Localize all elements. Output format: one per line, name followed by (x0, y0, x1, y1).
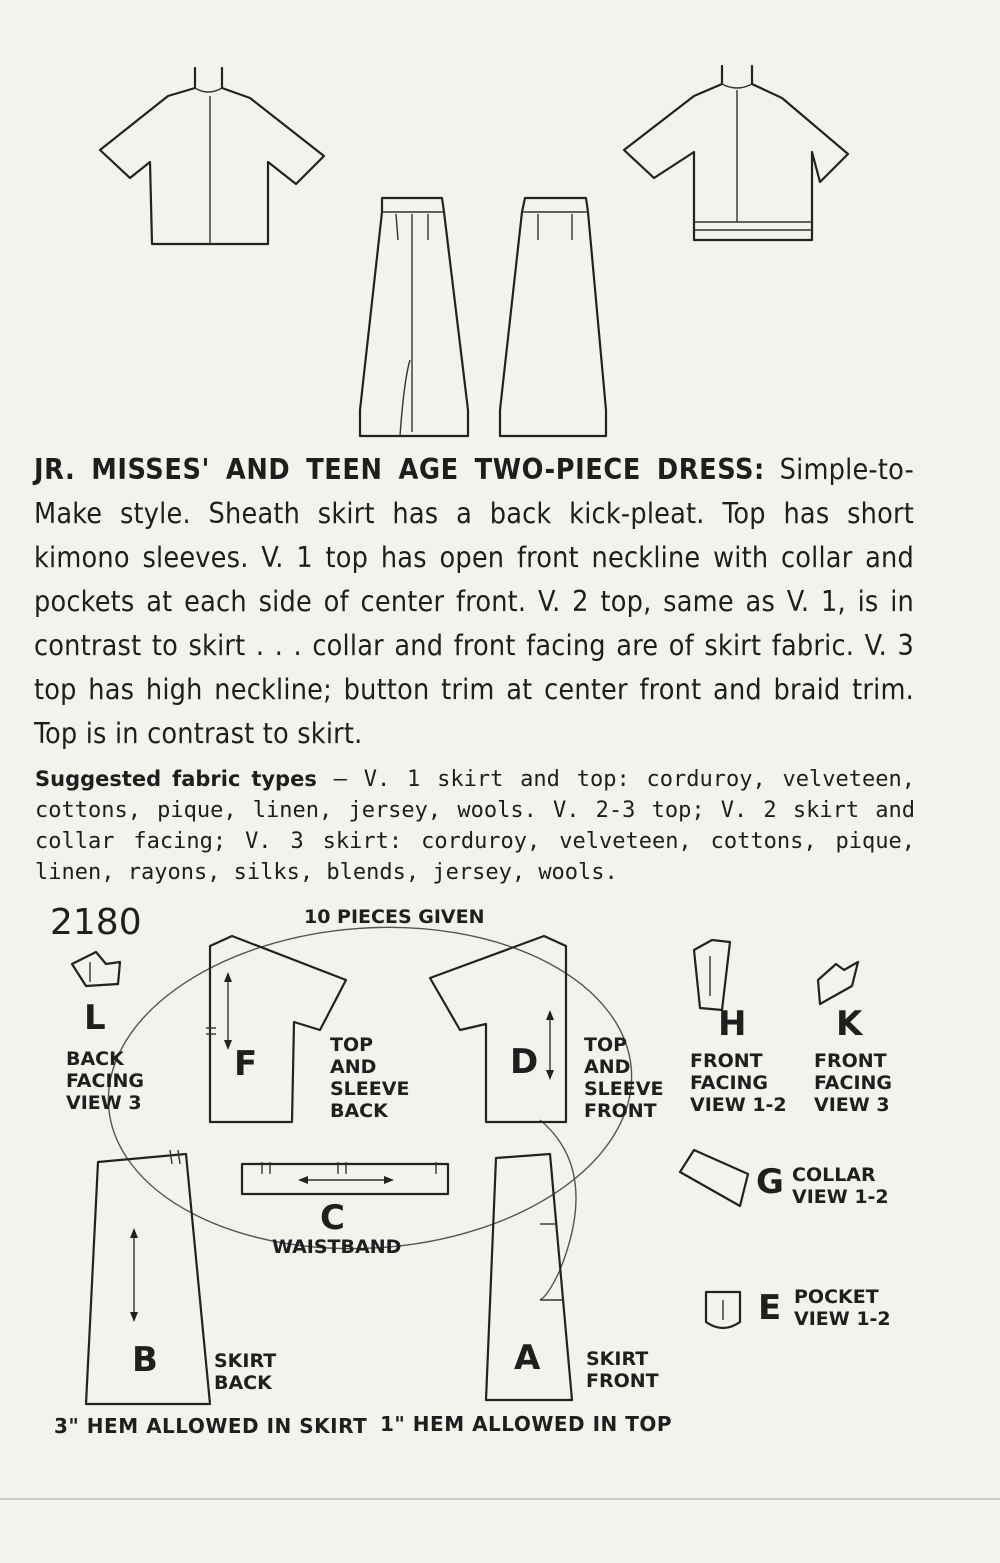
piece-l-shape (72, 952, 120, 986)
piece-f-letter: F (234, 1044, 258, 1084)
piece-c-shape (242, 1162, 448, 1194)
piece-h-name: FRONT FACING VIEW 1-2 (690, 1050, 787, 1116)
pattern-description (34, 448, 914, 756)
piece-e-shape (706, 1292, 740, 1328)
piece-f-name: TOP AND SLEEVE BACK (330, 1034, 410, 1122)
top-back-view-illustration (100, 68, 324, 244)
piece-k-letter: K (836, 1004, 863, 1044)
hem-allowance-skirt: 3" HEM ALLOWED IN SKIRT (54, 1414, 368, 1438)
description-body: Simple-to-Make style. Sheath skirt has a back kick-pleat. Top has short kimono sleeves. V. 1 top has open front neckline with collar and pockets at each side of center front. V. 2 top, same as V. 1, is in contrast to skirt . . . collar and front facing are of skirt fabric. V. 3 top has high neckline; button trim at center front and braid trim. Top is in contrast to skirt. (34, 453, 914, 750)
piece-e-letter: E (758, 1288, 782, 1328)
piece-b-letter: B (132, 1340, 158, 1380)
top-front-view-illustration (624, 66, 848, 240)
piece-g-letter: G (756, 1162, 784, 1202)
piece-g-name: COLLAR VIEW 1-2 (792, 1164, 889, 1208)
hem-allowance-top: 1" HEM ALLOWED IN TOP (380, 1412, 673, 1436)
description-lead: JR. MISSES' AND TEEN AGE TWO-PIECE DRESS: (34, 453, 765, 486)
pieces-given-label: 10 PIECES GIVEN (304, 906, 485, 928)
piece-c-name: WAISTBAND (272, 1236, 402, 1258)
piece-d-shape (430, 936, 566, 1122)
piece-a-letter: A (514, 1338, 541, 1378)
piece-h-shape (694, 940, 730, 1010)
piece-l-letter: L (84, 998, 106, 1038)
piece-e-name: POCKET VIEW 1-2 (794, 1286, 891, 1330)
piece-k-name: FRONT FACING VIEW 3 (814, 1050, 893, 1116)
piece-d-name: TOP AND SLEEVE FRONT (584, 1034, 664, 1122)
skirt-front-view-illustration (500, 198, 606, 436)
piece-b-name: SKIRT BACK (214, 1350, 277, 1394)
fabric-lead: Suggested fabric types (35, 767, 317, 791)
skirt-back-view-illustration (360, 198, 468, 436)
piece-h-letter: H (718, 1004, 747, 1044)
piece-l-name: BACK FACING VIEW 3 (66, 1048, 145, 1114)
piece-f-shape (206, 936, 346, 1122)
bottom-divider (0, 1498, 1000, 1500)
pattern-number: 2180 (50, 902, 142, 943)
piece-c-letter: C (320, 1198, 345, 1238)
fabric-body: — V. 1 skirt and top: corduroy, velveteen, cottons, pique, linen, jersey, wools. V. 2-3 top; V. 2 skirt and collar facing; V. 3 skirt: corduroy, velveteen, cottons, pique, linen, rayons, silks, blends, jersey, wools. (35, 767, 915, 885)
suggested-fabric-types (35, 764, 915, 888)
piece-g-shape (680, 1150, 748, 1206)
piece-a-name: SKIRT FRONT (586, 1348, 659, 1392)
piece-k-shape (818, 962, 858, 1004)
piece-d-letter: D (510, 1042, 539, 1082)
